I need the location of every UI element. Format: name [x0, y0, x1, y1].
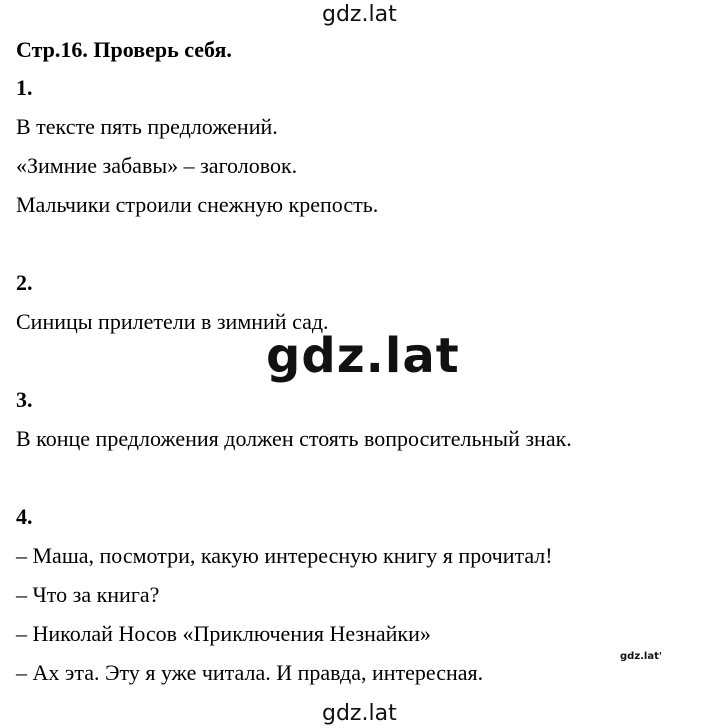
page-title: Стр.16. Проверь себя.: [16, 37, 232, 62]
section-4-line-3: – Николай Носов «Приключения Незнайки»: [16, 621, 431, 646]
section-1-line-1: В тексте пять предложений.: [16, 114, 278, 139]
section-1-number: 1.: [16, 75, 33, 100]
section-1-line-3: Мальчики строили снежную крепость.: [16, 192, 379, 217]
section-4-line-2: – Что за книга?: [16, 582, 160, 607]
section-3-number: 3.: [16, 387, 33, 412]
watermark-top: gdz.lat: [322, 2, 397, 27]
section-4-line-4: – Ах эта. Эту я уже читала. И правда, интересная.: [16, 660, 484, 685]
watermark-small: gdz.lat': [620, 651, 662, 662]
section-1-line-2: «Зимние забавы» – заголовок.: [16, 153, 298, 178]
watermark-middle: gdz.lat: [266, 328, 460, 384]
section-2-number: 2.: [16, 270, 33, 295]
section-3-line-1: В конце предложения должен стоять вопросительный знак.: [16, 426, 572, 451]
section-2-line-1: Синицы прилетели в зимний сад.: [16, 309, 329, 334]
watermark-bottom: gdz.lat: [322, 701, 397, 726]
section-4-number: 4.: [16, 504, 33, 529]
section-4-line-1: – Маша, посмотри, какую интересную книгу я прочитал!: [16, 543, 553, 568]
